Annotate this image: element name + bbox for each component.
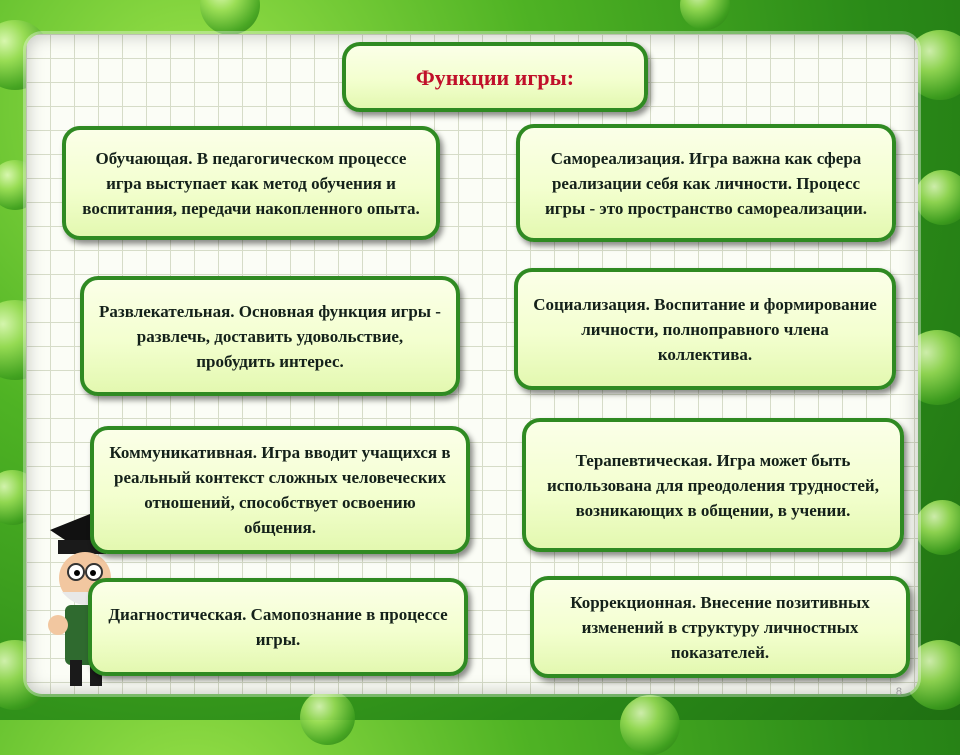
function-text: Обучающая. В педагогическом процессе игра выступает как метод обучения и воспитания, передачи накопленного опыта. [82,148,420,218]
function-text: Коррекционная. Внесение позитивных изменений в структуру личностных показателей. [570,592,870,662]
function-box-diagnostic [88,578,468,676]
function-box-correctional [530,576,910,678]
function-box-communicative [90,426,470,554]
function-box-entertainment [80,276,460,396]
slide-number: 8 [895,686,902,698]
page-title: Функции игры: [415,64,575,90]
function-box-teaching [62,126,440,240]
function-box-self-realization [516,124,896,242]
title-box [342,42,648,112]
function-text: Терапевтическая. Игра может быть использована для преодоления трудностей, возникающих в общении, в учении. [547,450,879,520]
function-box-therapeutic [522,418,904,552]
function-text: Социализация. Воспитание и формирование личности, полноправного члена коллектива. [533,294,877,364]
function-text: Самореализация. Игра важна как сфера реализации себя как личности. Процесс игры - это пространство самореализации. [545,148,867,218]
function-text: Коммуникативная. Игра вводит учащихся в реальный контекст сложных человеческих отношений, способствует освоению общения. [109,443,451,537]
function-text: Развлекательная. Основная функция игры - развлечь, доставить удовольствие, пробудить интерес. [99,301,441,371]
function-box-socialization [514,268,896,390]
function-text: Диагностическая. Самопознание в процессе игры. [108,605,448,649]
